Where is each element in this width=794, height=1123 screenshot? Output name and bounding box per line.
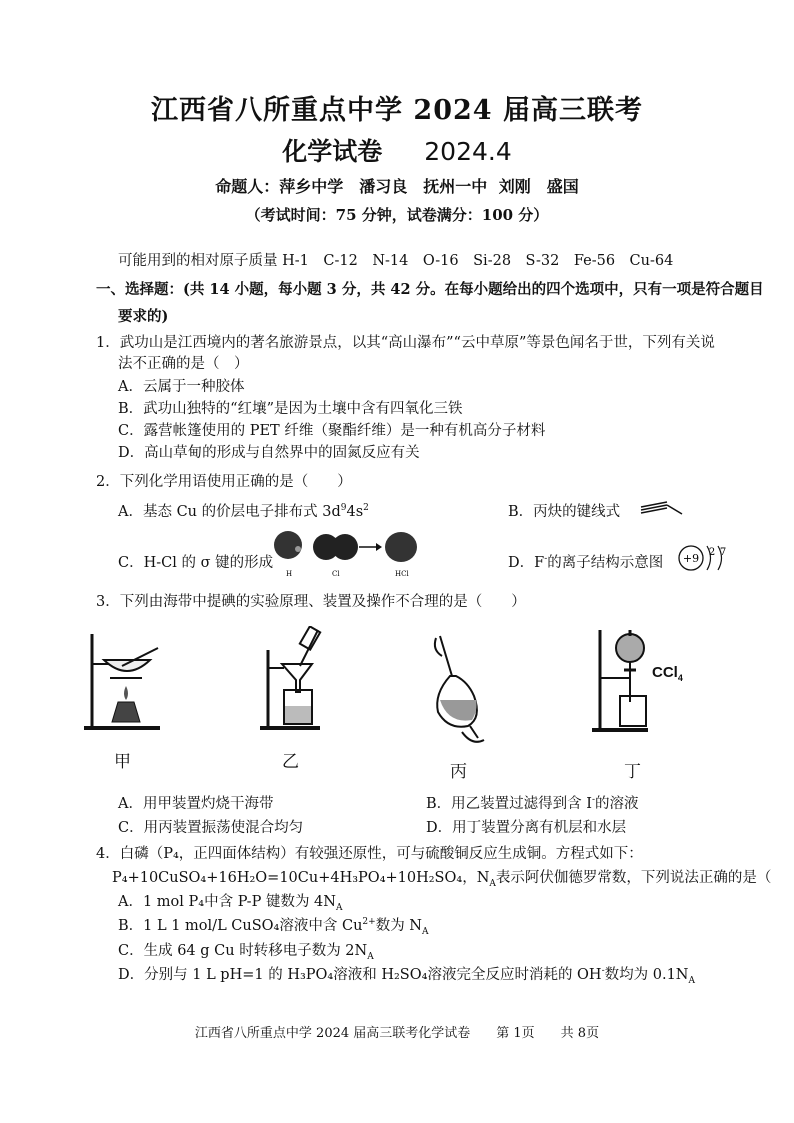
q4-c-sub: A — [367, 951, 374, 962]
subject-title: 化学试卷 — [282, 137, 383, 166]
apparatus-label-jia: 甲 — [114, 752, 131, 772]
q4-equation — [112, 866, 771, 889]
q4-b-sub: A — [422, 926, 429, 937]
q4-equation-suffix: 表示阿伏伽德罗常数，下列说法正确的是（ — [495, 870, 772, 886]
authors-line: 命题人：萍乡中学 潘习良 抚州一中 刘刚 盛国 — [215, 177, 579, 196]
q4-d-sup: - — [601, 966, 605, 977]
shell-2-electrons: 7 — [719, 547, 727, 558]
q4-b-sup: 2+ — [362, 917, 376, 928]
q2-option-a — [118, 500, 369, 521]
q3-option-d: D．用丁装置分离有机层和水层 — [426, 820, 627, 836]
apparatus-label-ding: 丁 — [624, 762, 641, 782]
apparatus-label-bing: 丙 — [450, 762, 467, 782]
q3-b-text: B．用乙装置过滤得到含 I — [426, 796, 592, 812]
q2-d-suffix: 的离子结构示意图 — [547, 555, 664, 571]
q4-equation-text: P₄+10CuSO₄+16H₂O=10Cu+4H₃PO₄+10H₂SO₄，N — [112, 870, 490, 886]
apparatus-ding-icon — [590, 626, 652, 738]
apparatus-label-yi: 乙 — [282, 752, 299, 772]
q4-a-text: A．1 mol P₄中含 P-P 键数为 4N — [118, 894, 336, 910]
q4-option-a — [118, 890, 342, 913]
label-hcl: HCl — [395, 570, 409, 578]
q2-stem: 2．下列化学用语使用正确的是（ ） — [96, 474, 352, 490]
q3-stem: 3．下列由海带中提碘的实验原理、装置及操作不合理的是（ ） — [96, 594, 526, 610]
ccl4-sub: 4 — [677, 673, 683, 683]
shell-1-electrons: 2 — [708, 547, 716, 558]
q4-a-sub: A — [335, 902, 343, 913]
apparatus-bing-icon — [428, 634, 488, 754]
q2-option-c: C．H-Cl 的 σ 键的形成 — [118, 555, 274, 571]
q1-option-c: C．露营帐篷使用的 PET 纤维（聚酯纤维）是一种有机高分子材料 — [118, 423, 546, 439]
q4-stem-line1: 4．白磷（P₄，正四面体结构）有较强还原性，可与硫酸铜反应生成铜。方程式如下： — [96, 846, 643, 862]
q1-stem-line1: 1．武功山是江西境内的著名旅游景点，以其“高山瀑布”“云中草原”等景色闻名于世，下列有关说 — [96, 335, 715, 351]
q2-a-sup2: 2 — [363, 503, 369, 514]
q4-b-suffix: 数为 N — [375, 918, 422, 934]
label-h: H — [286, 570, 293, 578]
q3-option-c: C．用丙装置振荡使混合均匀 — [118, 820, 304, 836]
q3-b-suffix: 的溶液 — [595, 796, 639, 812]
q2-d-sup: - — [544, 554, 548, 565]
exam-date: 2024.4 — [424, 137, 512, 166]
ccl4-label — [652, 664, 683, 683]
q4-option-c — [118, 939, 374, 962]
q2-option-b: B．丙炔的键线式 — [508, 504, 621, 520]
atomic-masses: 可能用到的相对原子质量 H-1 C-12 N-14 O-16 Si-28 S-32 Fe-56 Cu-64 — [118, 253, 674, 269]
q4-equation-sub: A — [489, 878, 496, 889]
q2-option-d — [508, 551, 663, 572]
q3-option-a: A．用甲装置灼烧干海带 — [118, 796, 274, 812]
section-heading-line1: 一、选择题：(共 14 小题，每小题 3 分，共 42 分。在每小题给出的四个选项中，只有一项是符合题目 — [96, 281, 764, 298]
propyne-skeletal-icon — [637, 498, 687, 518]
ccl4-text: CCl — [652, 664, 678, 681]
q1-option-b: B．武功山独特的“红壤”是因为土壤中含有四氧化三铁 — [118, 401, 463, 417]
q2-a-text: A．基态 Cu 的价层电子排布式 3d — [118, 504, 341, 520]
fluoride-ion-structure-diagram — [676, 540, 736, 576]
page-footer: 江西省八所重点中学 2024 届高三联考化学试卷 第 1页 共 8页 — [194, 1026, 600, 1041]
exam-subtitle — [0, 132, 794, 168]
q1-option-a: A．云属于一种胶体 — [118, 379, 245, 395]
q3-b-sup: - — [592, 795, 596, 806]
apparatus-jia-icon — [82, 630, 172, 735]
q3-option-b — [426, 792, 639, 813]
nucleus-charge: +9 — [682, 552, 700, 565]
q4-option-b — [118, 914, 429, 937]
q1-option-d: D．高山草甸的形成与自然界中的固氮反应有关 — [118, 445, 420, 461]
label-cl: Cl — [332, 570, 340, 578]
q4-d-suffix: 数均为 0.1N — [604, 967, 689, 983]
exam-info: （考试时间：75 分钟，试卷满分：100 分） — [245, 206, 549, 224]
q4-c-text: C．生成 64 g Cu 时转移电子数为 2N — [118, 943, 368, 959]
q4-option-d — [118, 963, 695, 986]
q4-d-text: D．分别与 1 L pH=1 的 H₃PO₄溶液和 H₂SO₄溶液完全反应时消耗的 OH — [118, 967, 602, 983]
q4-b-text: B．1 L 1 mol/L CuSO₄溶液中含 Cu — [118, 918, 363, 934]
q2-a-mid: 4s — [346, 504, 364, 520]
q4-d-sub: A — [688, 975, 695, 986]
q1-stem-line2: 法不正确的是（ ） — [118, 356, 249, 372]
q2-a-sup1: 9 — [340, 503, 347, 514]
section-heading-line2: 要求的) — [118, 308, 169, 325]
exam-title: 江西省八所重点中学 2024 届高三联考 — [151, 95, 643, 126]
apparatus-yi-icon — [258, 626, 328, 736]
q2-d-text: D．F — [508, 555, 545, 571]
hcl-sigma-bond-diagram — [268, 525, 418, 581]
